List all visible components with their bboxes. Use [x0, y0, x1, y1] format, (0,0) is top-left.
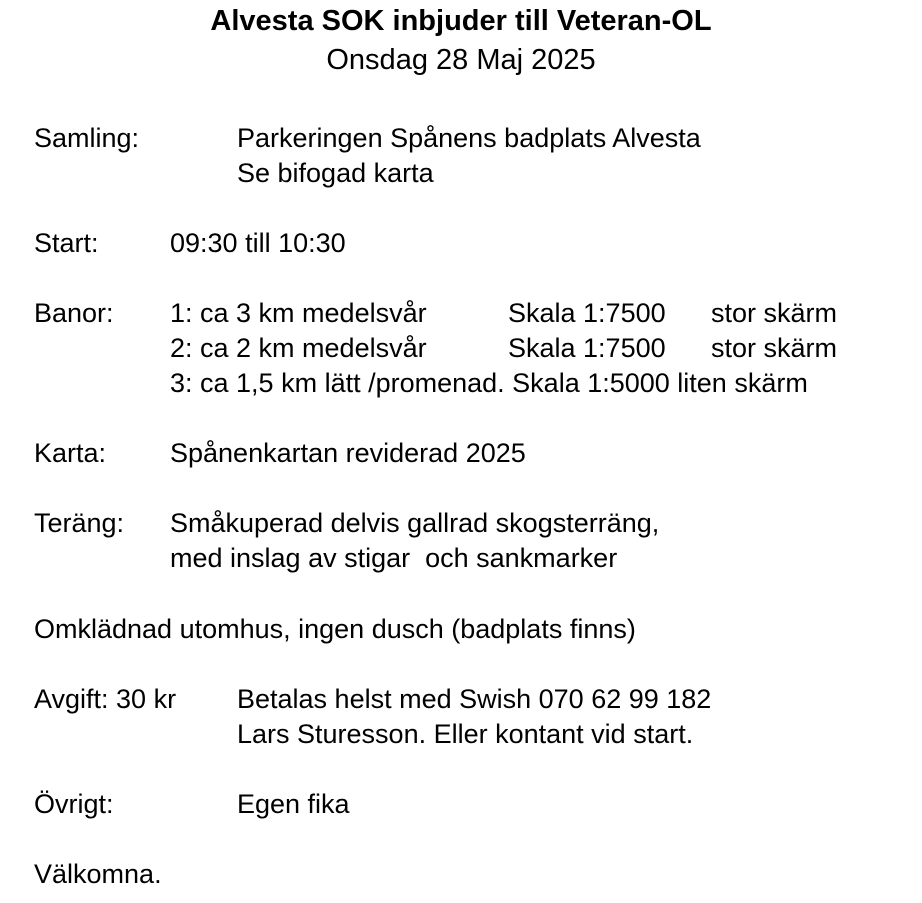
avgift-label: Avgift: 30 kr	[34, 684, 177, 714]
samling-map-note: Se bifogad karta	[237, 158, 434, 188]
ovrigt-label: Övrigt:	[34, 789, 114, 819]
ovrigt-value: Egen fika	[237, 789, 350, 819]
page-title: Alvesta SOK inbjuder till Veteran-OL	[210, 5, 712, 37]
karta-value: Spånenkartan reviderad 2025	[170, 438, 526, 468]
course-1-screen: stor skärm	[711, 298, 838, 328]
course-1-desc: 1: ca 3 km medelsvår	[170, 298, 427, 328]
omkladnad-text: Omklädnad utomhus, ingen dusch (badplats finns)	[34, 614, 636, 644]
terrang-label: Teräng:	[34, 508, 125, 538]
karta-label: Karta:	[34, 438, 107, 468]
samling-label: Samling:	[34, 123, 140, 153]
samling-location: Parkeringen Spånens badplats Alvesta	[237, 123, 701, 153]
avgift-payment: Betalas helst med Swish 070 62 99 182	[237, 684, 712, 714]
closing-text: Välkomna.	[34, 859, 162, 889]
avgift-contact: Lars Sturesson. Eller kontant vid start.	[237, 719, 694, 749]
course-1-scale: Skala 1:7500	[508, 298, 666, 328]
course-2-screen: stor skärm	[711, 333, 838, 363]
start-time: 09:30 till 10:30	[170, 228, 346, 258]
banor-label: Banor:	[34, 298, 114, 328]
terrang-line-1: Småkuperad delvis gallrad skogsterräng,	[170, 508, 660, 538]
start-label: Start:	[34, 228, 99, 258]
course-2-scale: Skala 1:7500	[508, 333, 666, 363]
terrang-line-2: med inslag av stigar och sankmarker	[170, 543, 618, 573]
course-2-desc: 2: ca 2 km medelsvår	[170, 333, 427, 363]
course-3: 3: ca 1,5 km lätt /promenad. Skala 1:5000 liten skärm	[170, 368, 808, 398]
event-date: Onsdag 28 Maj 2025	[326, 44, 596, 76]
